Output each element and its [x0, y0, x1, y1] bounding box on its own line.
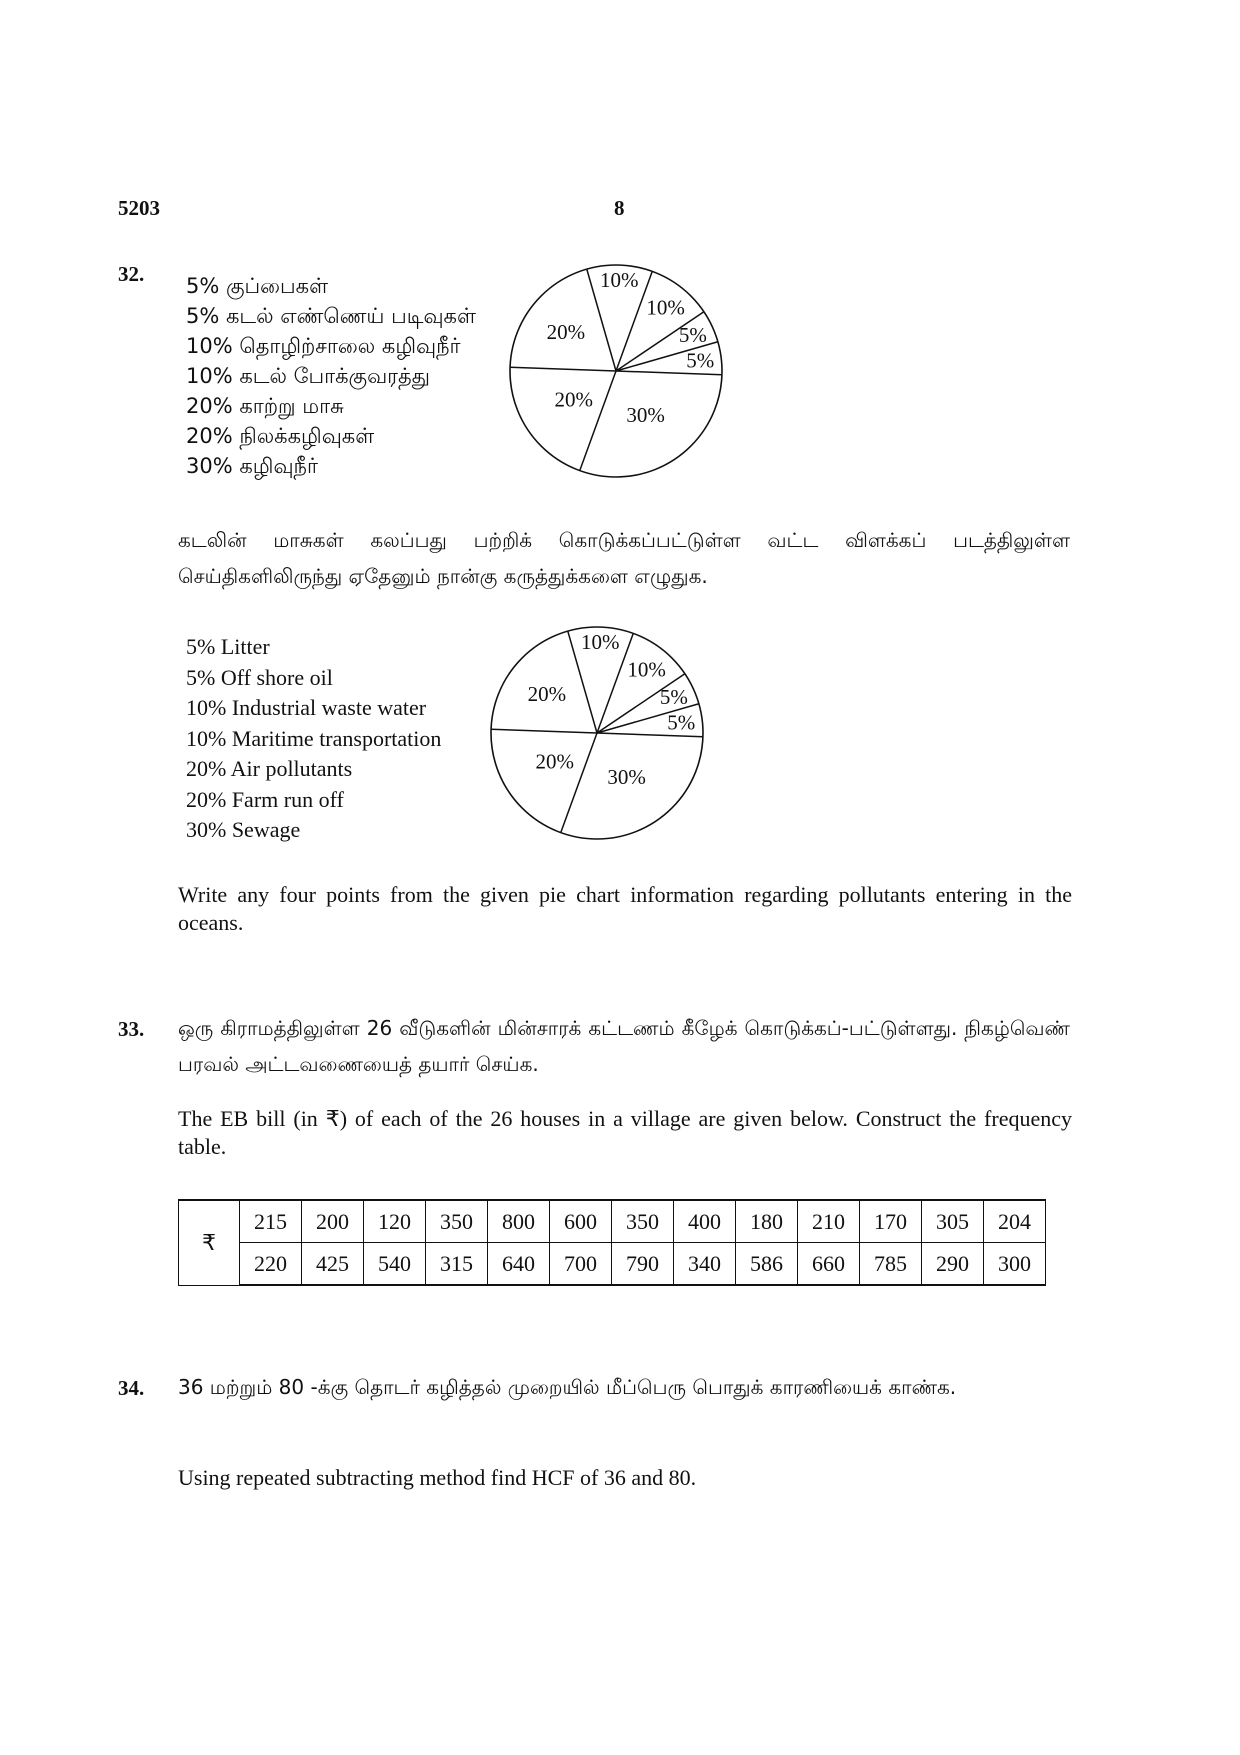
table-cell: 660	[798, 1243, 860, 1286]
pie-slice-label: 10%	[646, 295, 685, 320]
table-cell: 315	[426, 1243, 488, 1286]
pie-slice-boundary	[491, 729, 597, 733]
table-cell: 790	[612, 1243, 674, 1286]
pie-slice-label: 30%	[626, 402, 665, 427]
table-cell: 350	[612, 1200, 674, 1243]
pie-slice-label: 10%	[627, 657, 666, 682]
table-cell: 200	[302, 1200, 364, 1243]
legend-item: 10% Maritime transportation	[186, 725, 442, 751]
table-cell: 180	[736, 1200, 798, 1243]
paper-code: 5203	[118, 196, 160, 220]
table-cell: 210	[798, 1200, 860, 1243]
pie-slice-label: 10%	[580, 629, 620, 654]
legend-item: 10% Industrial waste water	[186, 695, 427, 720]
question-34-english-text: Using repeated subtracting method find HCF of 36 and 80.	[178, 1465, 697, 1490]
pie-slice-label: 5%	[686, 348, 715, 373]
table-cell: 350	[426, 1200, 488, 1243]
table-cell: 800	[488, 1200, 550, 1243]
legend-item: 10% கடல் போக்குவரத்து	[186, 364, 430, 388]
legend-item: 10% தொழிற்சாலை கழிவுநீர்	[186, 334, 461, 358]
table-cell: 340	[674, 1243, 736, 1286]
eb-bill-table	[178, 1199, 1046, 1286]
question-33-tamil-text: ஒரு கிராமத்திலுள்ள 26 வீடுகளின் மின்சாரக் கட்டணம் கீழேக் கொடுக்கப்-பட்டுள்ளது. நிகழ்வெண் பரவல் அட்டவணையைத் தயார் செய்க.	[178, 1016, 1070, 1076]
pie-slice-label: 20%	[535, 749, 575, 774]
legend-item: 30% Sewage	[186, 817, 301, 842]
question-32-tamil-text: கடலின் மாசுகள் கலப்பது பற்றிக் கொடுக்கப்பட்டுள்ள வட்ட விளக்கப் படத்திலுள்ள செய்திகளிலிருந்து ஏதேனும் நான்கு கருத்துக்களை எழுதுக.	[178, 528, 1070, 588]
legend-item: 20% காற்று மாசு	[186, 394, 344, 418]
legend-item: 30% கழிவுநீர்	[186, 454, 318, 478]
question-32-english-text: Write any four points from the given pie chart information regarding pollutants entering in the oceans.	[178, 882, 1072, 935]
table-cell: 204	[984, 1200, 1046, 1243]
question-33-number: 33.	[118, 1017, 145, 1041]
pie-slice-label: 5%	[667, 710, 696, 735]
question-32-number: 32.	[118, 262, 145, 286]
table-cell: 600	[550, 1200, 612, 1243]
pie-slice-label: 20%	[546, 319, 586, 344]
pie-slice-boundary	[561, 733, 597, 833]
table-row	[179, 1243, 1046, 1286]
table-cell: 785	[860, 1243, 922, 1286]
table-cell: 640	[488, 1243, 550, 1286]
legend-item: 20% Farm run off	[186, 786, 344, 812]
question-34-tamil-text: 36 மற்றும் 80 -க்கு தொடர் கழித்தல் முறையில் மீப்பெரு பொதுக் காரணியைக் காண்க.	[178, 1375, 957, 1399]
question-34-number: 34.	[118, 1376, 145, 1400]
pie-slice-label: 20%	[527, 681, 567, 706]
pie-slice-label: 30%	[607, 764, 646, 789]
page-number: 8	[614, 196, 625, 220]
legend-item: 5% Litter	[186, 634, 270, 659]
currency-header-cell: ₹	[179, 1200, 240, 1285]
legend-item: 5% கடல் எண்ணெய் படிவுகள்	[186, 304, 476, 328]
table-cell: 220	[240, 1243, 302, 1286]
pie-slice-label: 5%	[678, 323, 707, 348]
table-cell: 290	[922, 1243, 984, 1286]
table-cell: 400	[674, 1200, 736, 1243]
pie-slice-label: 20%	[554, 387, 594, 412]
table-cell: 120	[364, 1200, 426, 1243]
question-33-english-text: The EB bill (in ₹) of each of the 26 houses in a village are given below. Construct the frequency table.	[178, 1106, 1072, 1159]
table-cell: 305	[922, 1200, 984, 1243]
pie-slice-label: 5%	[659, 685, 688, 710]
table-cell: 540	[364, 1243, 426, 1286]
table-cell: 700	[550, 1243, 612, 1286]
table-cell: 425	[302, 1243, 364, 1286]
legend-item: 20% Air pollutants	[186, 756, 353, 781]
table-row	[179, 1200, 1046, 1243]
pie-slice-label: 10%	[599, 267, 639, 292]
table-cell: 586	[736, 1243, 798, 1286]
legend-item: 20% நிலக்கழிவுகள்	[186, 424, 375, 448]
legend-item: 5% குப்பைகள்	[186, 274, 329, 298]
table-cell: 170	[860, 1200, 922, 1243]
legend-item: 5% Off shore oil	[186, 664, 333, 690]
table-cell: 215	[240, 1200, 302, 1243]
table-cell: 300	[984, 1243, 1046, 1286]
